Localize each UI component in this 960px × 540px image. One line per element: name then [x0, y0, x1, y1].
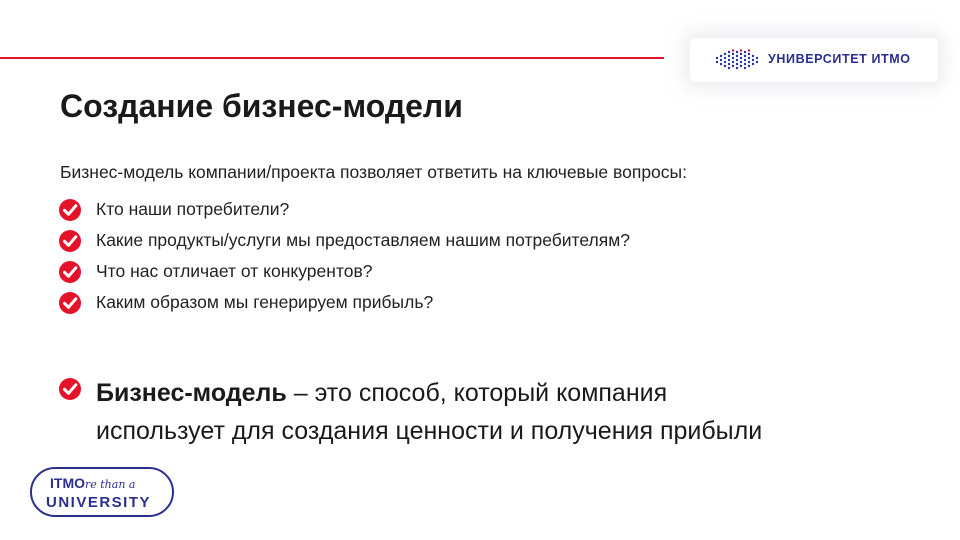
list-item	[58, 287, 630, 318]
itmo-dots-icon	[714, 49, 762, 71]
list-item	[58, 256, 630, 287]
definition-term: Бизнес-модель	[96, 379, 287, 407]
list-item	[58, 194, 630, 225]
itmo-logo	[690, 38, 938, 82]
header-divider	[0, 57, 664, 59]
badge-line1	[50, 475, 135, 491]
definition-block	[58, 374, 762, 450]
itmo-university-badge	[30, 467, 174, 517]
check-circle-icon	[58, 198, 82, 222]
list-item-text: Какие продукты/услуги мы предоставляем нашим потребителям?	[96, 230, 630, 250]
intro-text: Бизнес-модель компании/проекта позволяет ответить на ключевые вопросы:	[60, 162, 687, 182]
list-item-text: Кто наши потребители?	[96, 199, 290, 219]
badge-line2: UNIVERSITY	[46, 494, 152, 511]
list-item-text: Что нас отличает от конкурентов?	[96, 261, 373, 281]
badge-itmo: ITMO	[50, 475, 85, 491]
check-circle-icon	[58, 229, 82, 253]
definition-rest-line2: использует для создания ценности и получения прибыли	[96, 417, 763, 445]
slide-title: Создание бизнес-модели	[60, 88, 463, 124]
list-item-text: Каким образом мы генерируем прибыль?	[96, 292, 434, 312]
logo-text: УНИВЕРСИТЕТ ИТМО	[768, 52, 911, 66]
definition-rest-line1: – это способ, который компания	[286, 379, 668, 407]
check-circle-icon	[58, 260, 82, 284]
definition-text	[96, 374, 762, 450]
badge-script: re than a	[85, 478, 136, 491]
questions-list	[58, 194, 630, 318]
check-circle-icon	[58, 377, 82, 401]
list-item	[58, 225, 630, 256]
check-circle-icon	[58, 291, 82, 315]
